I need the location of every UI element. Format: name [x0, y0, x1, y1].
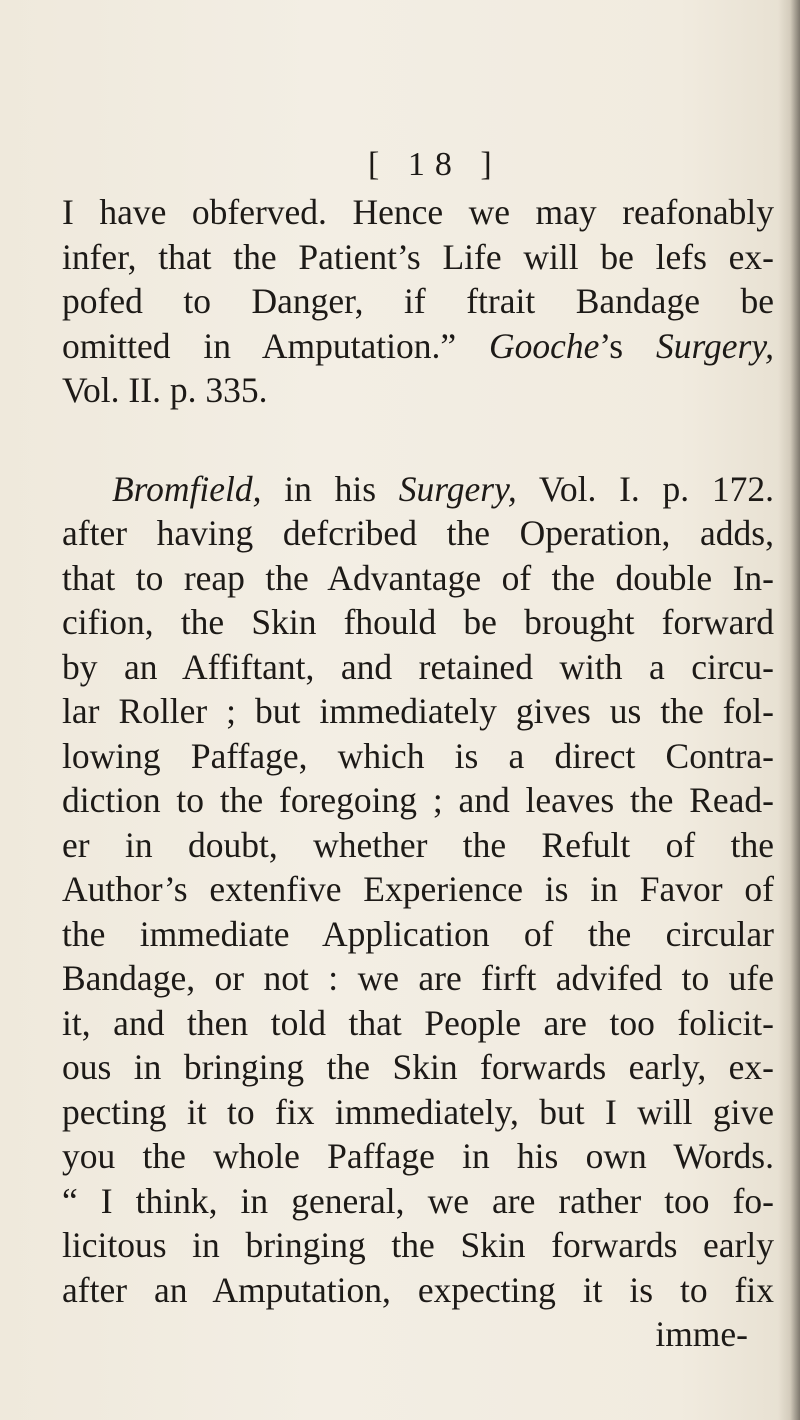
catchword: imme- — [655, 1314, 748, 1354]
text-line: pecting it to fix immediately, but I will give — [62, 1091, 774, 1132]
paragraph-1 — [62, 190, 774, 413]
text-line: “ I think, in general, we are rather too fo- — [62, 1180, 774, 1221]
text-run: in his — [261, 468, 399, 509]
text-line: pofed to Danger, if ftrait Bandage be — [62, 281, 774, 321]
text-line: ous in bringing the Skin forwards early, ex- — [62, 1047, 774, 1087]
text-line: it, and then told that People are too folicit- — [62, 1002, 774, 1043]
text-run: ’s — [599, 325, 656, 366]
page-number: [ 18 ] — [368, 146, 502, 183]
page-edge-shadow — [778, 0, 800, 1420]
italic-book-title: Surgery, — [398, 468, 517, 509]
text-line: Vol. II. p. 335. — [62, 370, 268, 410]
text-line: infer, that the Patient’s Life will be lefs ex- — [62, 236, 774, 277]
italic-author-name: Gooche — [489, 325, 600, 366]
text-run: omitted in Amputation.” — [62, 325, 490, 366]
text-line: lowing Paffage, which is a direct Contra- — [62, 735, 774, 776]
paragraph-2 — [62, 467, 774, 1313]
italic-author-name: Bromfield, — [112, 468, 262, 509]
text-line: that to reap the Advantage of the double In- — [62, 557, 774, 598]
text-line-with-italics — [62, 467, 774, 512]
text-line: you the whole Paffage in his own Words. — [62, 1136, 774, 1176]
italic-book-title: Surgery, — [656, 325, 774, 366]
text-run: Vol. I. p. 172. — [516, 468, 775, 509]
text-line: lar Roller ; but immediately gives us the fol- — [62, 691, 774, 731]
text-line: the immediate Application of the circular — [62, 913, 774, 954]
text-line: er in doubt, whether the Refult of the — [62, 824, 774, 865]
text-line: I have obferved. Hence we may reafonably — [62, 192, 774, 232]
paragraph-gap — [62, 413, 774, 467]
text-line: licitous in bringing the Skin forwards early — [62, 1225, 774, 1265]
text-line-with-italics — [62, 324, 774, 369]
text-line: by an Affiftant, and retained with a circu- — [62, 646, 774, 687]
text-line: after an Amputation, expecting it is to fix — [62, 1269, 774, 1310]
text-line: diction to the foregoing ; and leaves the Read- — [62, 780, 774, 820]
text-line: Bandage, or not : we are firft advifed to ufe — [62, 958, 774, 998]
body-text — [62, 190, 774, 1357]
text-line: cifion, the Skin fhould be brought forward — [62, 602, 774, 642]
text-line: Author’s extenfive Experience is in Favor of — [62, 869, 774, 909]
text-line: after having defcribed the Operation, adds, — [62, 513, 774, 553]
